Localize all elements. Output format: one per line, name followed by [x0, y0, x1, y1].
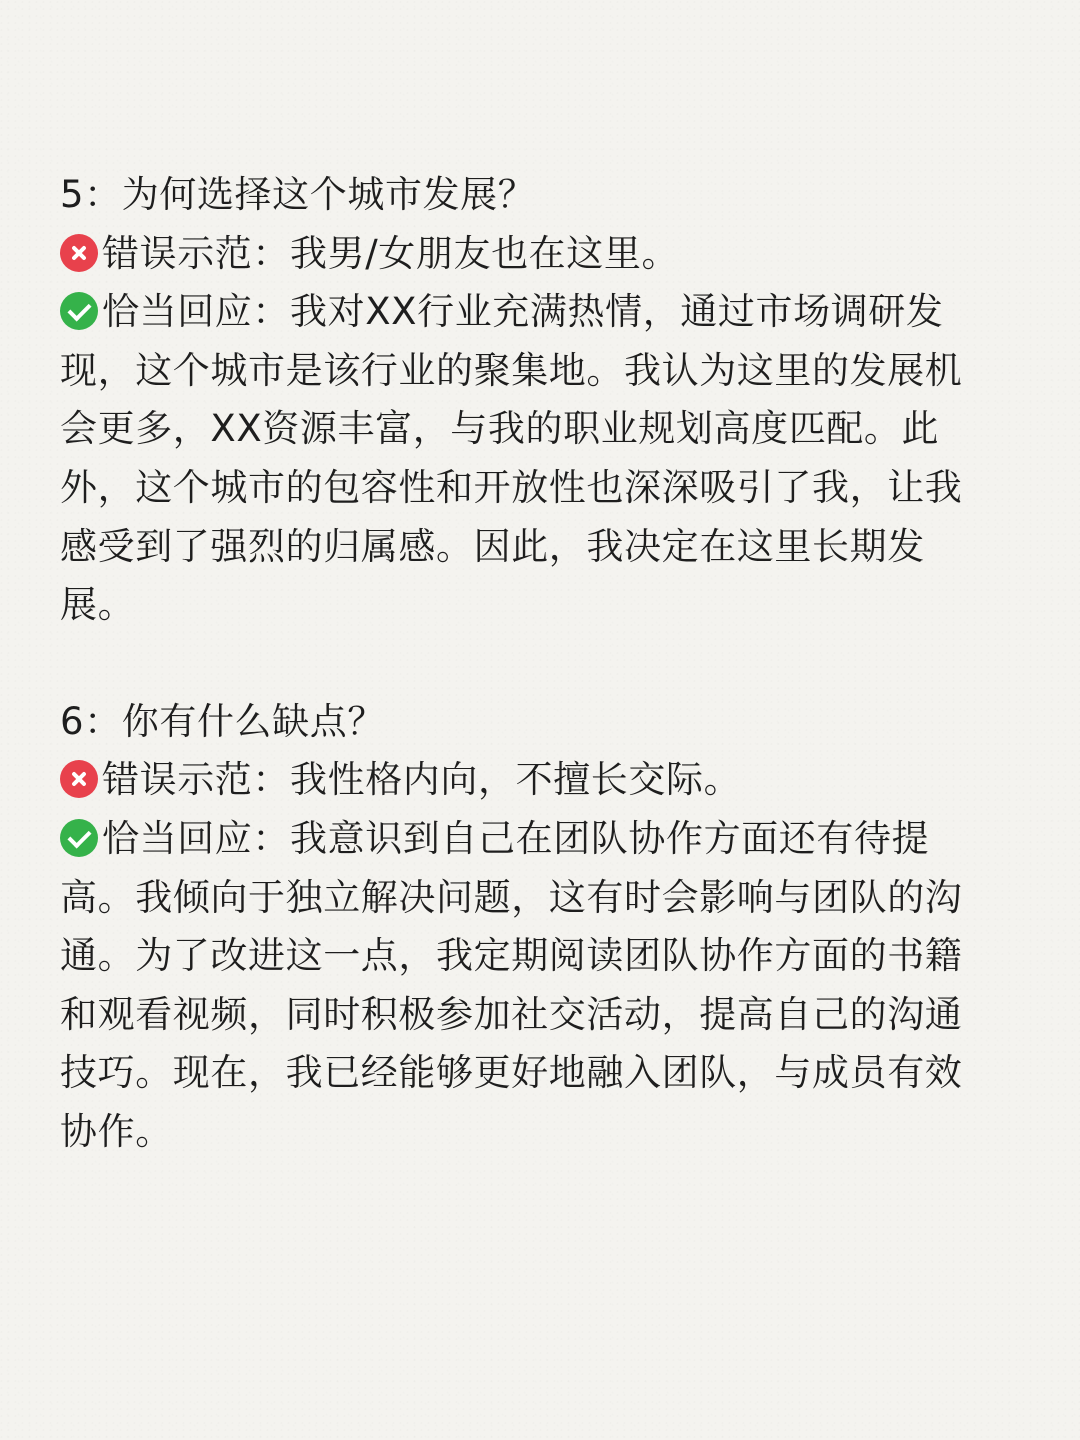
qa-section-5	[60, 166, 1022, 635]
cross-mark-icon	[60, 760, 98, 798]
answer-line-text: 恰当回应：我对XX行业充满热情，通过市场调研发	[102, 290, 944, 334]
answer-line: 通。为了改进这一点，我定期阅读团队协作方面的书籍	[60, 934, 963, 978]
check-mark-icon	[60, 819, 98, 857]
wrong-example	[60, 225, 1022, 284]
answer-line	[60, 810, 1022, 869]
answer-line	[60, 283, 1022, 342]
proper-answer	[60, 283, 1022, 635]
answer-line: 会更多，XX资源丰富，与我的职业规划高度匹配。此	[60, 407, 940, 451]
answer-line: 技巧。现在，我已经能够更好地融入团队，与成员有效	[60, 1051, 963, 1095]
answer-line: 高。我倾向于独立解决问题，这有时会影响与团队的沟	[60, 875, 963, 919]
answer-line: 和观看视频，同时积极参加社交活动，提高自己的沟通	[60, 992, 963, 1036]
document-content	[60, 166, 1022, 1162]
answer-line: 展。	[60, 583, 136, 627]
check-mark-icon	[60, 292, 98, 330]
qa-section-6	[60, 693, 1022, 1162]
question-heading: 6：你有什么缺点？	[60, 699, 385, 743]
answer-line: 现，这个城市是该行业的聚集地。我认为这里的发展机	[60, 348, 963, 392]
answer-line-text: 恰当回应：我意识到自己在团队协作方面还有待提	[102, 816, 930, 860]
answer-line: 感受到了强烈的归属感。因此，我决定在这里长期发	[60, 524, 925, 568]
answer-line: 协作。	[60, 1109, 173, 1153]
answer-line: 外，这个城市的包容性和开放性也深深吸引了我，让我	[60, 465, 963, 509]
wrong-example-text: 错误示范：我男/女朋友也在这里。	[102, 231, 680, 275]
proper-answer	[60, 810, 1022, 1162]
cross-mark-icon	[60, 234, 98, 272]
wrong-example	[60, 751, 1022, 810]
question-heading: 5：为何选择这个城市发展？	[60, 173, 536, 216]
wrong-example-text: 错误示范：我性格内向，不擅长交际。	[102, 758, 742, 802]
